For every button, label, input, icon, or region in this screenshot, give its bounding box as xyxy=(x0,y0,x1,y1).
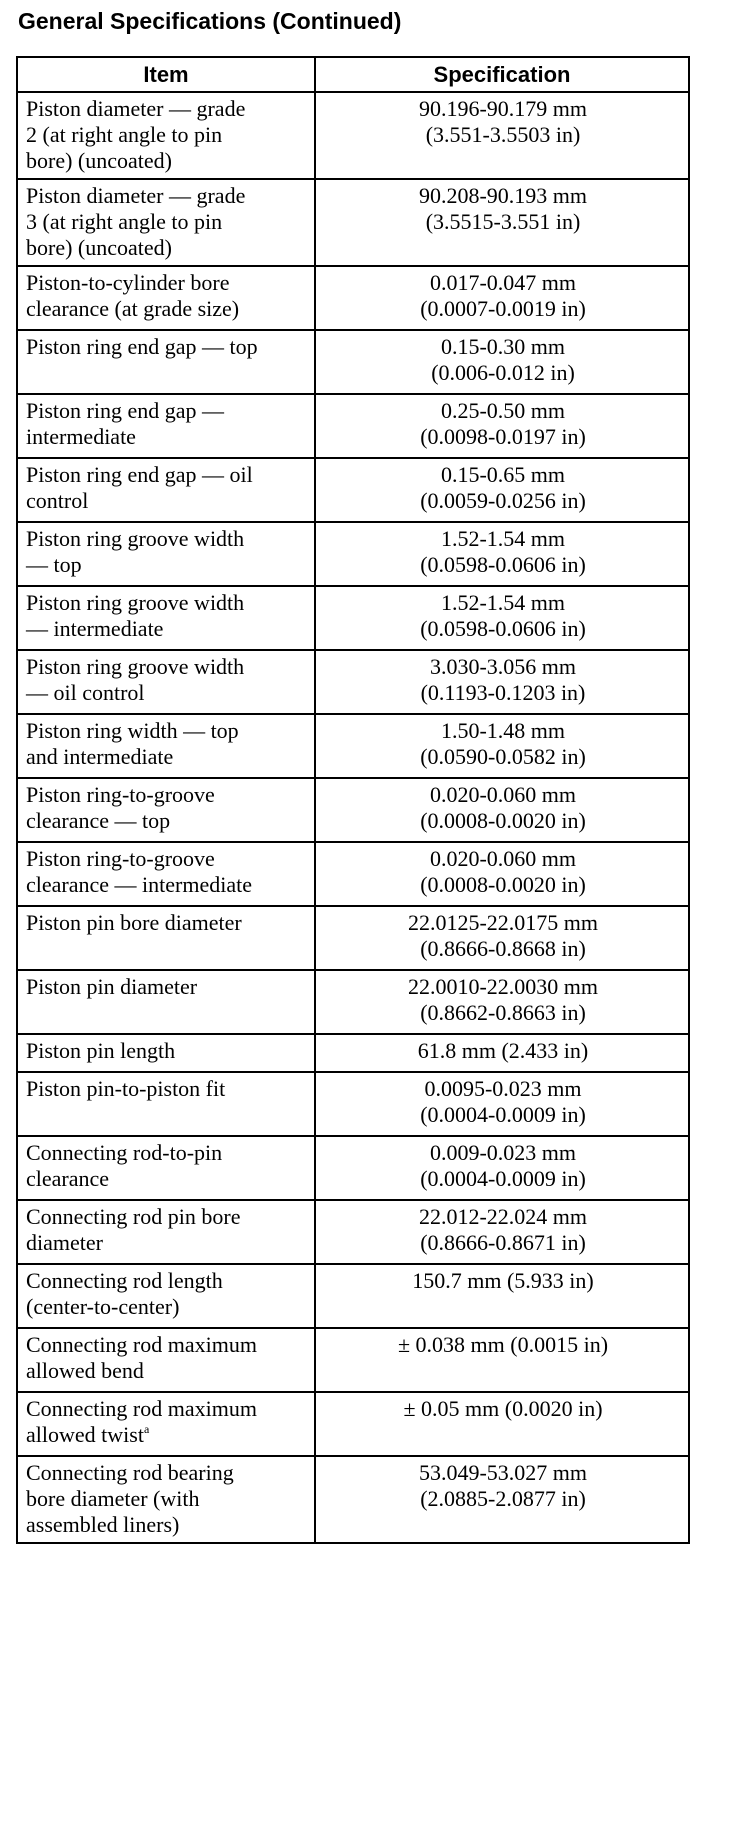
item-text-line: and intermediate xyxy=(26,744,174,769)
specification-cell xyxy=(315,1264,689,1328)
column-header-specification: Specification xyxy=(315,57,689,92)
specification-cell xyxy=(315,1392,689,1456)
specification-text-line: 22.0125-22.0175 mm xyxy=(407,910,599,935)
specification-cell xyxy=(315,586,689,650)
specification-cell xyxy=(315,458,689,522)
item-cell xyxy=(17,266,315,330)
table-row xyxy=(17,179,689,266)
item-cell xyxy=(17,1392,315,1456)
table-row xyxy=(17,458,689,522)
table-row xyxy=(17,522,689,586)
item-text-line: Piston pin diameter xyxy=(26,974,198,999)
specification-text-line: 1.52-1.54 mm xyxy=(440,526,566,551)
specification-text-line: (0.006-0.012 in) xyxy=(431,360,575,385)
table-row xyxy=(17,970,689,1034)
specification-text-line: 0.020-0.060 mm xyxy=(429,846,577,871)
item-text-line: Connecting rod-to-pin xyxy=(26,1140,223,1165)
table-row xyxy=(17,394,689,458)
item-cell xyxy=(17,1456,315,1543)
specification-text-line: (0.8666-0.8668 in) xyxy=(420,936,586,961)
item-text-line: Piston ring-to-groove xyxy=(26,846,215,871)
table-row xyxy=(17,1392,689,1456)
specification-cell xyxy=(315,842,689,906)
specification-text-line: (0.0008-0.0020 in) xyxy=(420,872,586,897)
footnote-marker: a xyxy=(143,1422,150,1436)
item-cell xyxy=(17,330,315,394)
item-text-line: — oil control xyxy=(26,680,145,705)
item-text-line: Piston ring groove width xyxy=(26,526,245,551)
item-cell xyxy=(17,778,315,842)
item-text-line: Piston ring groove width xyxy=(26,590,245,615)
item-text-line: allowed bend xyxy=(26,1358,144,1383)
table-row xyxy=(17,1456,689,1543)
item-cell xyxy=(17,842,315,906)
column-header-item: Item xyxy=(17,57,315,92)
table-row xyxy=(17,650,689,714)
specification-cell xyxy=(315,1456,689,1543)
item-text-line: Piston pin bore diameter xyxy=(26,910,242,935)
item-text-line: 2 (at right angle to pin xyxy=(26,122,223,147)
item-text-line: clearance — top xyxy=(26,808,171,833)
specification-cell xyxy=(315,1072,689,1136)
table-row xyxy=(17,714,689,778)
specification-cell xyxy=(315,1136,689,1200)
specification-text-line: 0.017-0.047 mm xyxy=(429,270,577,295)
specification-cell xyxy=(315,1200,689,1264)
table-row xyxy=(17,92,689,179)
item-text-line: allowed twist xyxy=(26,1422,144,1447)
specification-text-line: (3.551-3.5503 in) xyxy=(425,122,581,147)
specification-text-line: 150.7 mm (5.933 in) xyxy=(412,1268,594,1293)
item-text-line: Piston pin length xyxy=(26,1038,176,1063)
specification-text-line: 53.049-53.027 mm xyxy=(418,1460,588,1485)
table-row xyxy=(17,266,689,330)
specification-text-line: 90.208-90.193 mm xyxy=(418,183,588,208)
specification-cell xyxy=(315,906,689,970)
item-text-line: clearance — intermediate xyxy=(26,872,252,897)
item-text-line: Piston ring end gap — xyxy=(26,398,224,423)
specification-cell xyxy=(315,92,689,179)
specification-text-line: 22.0010-22.0030 mm xyxy=(407,974,599,999)
item-text-line-with-note xyxy=(26,1422,308,1448)
specification-text-line: (2.0885-2.0877 in) xyxy=(420,1486,586,1511)
item-cell xyxy=(17,586,315,650)
specification-text-line: (0.8662-0.8663 in) xyxy=(420,1000,586,1025)
item-cell xyxy=(17,458,315,522)
table-row xyxy=(17,842,689,906)
table-header-row xyxy=(17,57,689,92)
specification-text-line: 61.8 mm (2.433 in) xyxy=(417,1038,589,1063)
item-text-line: Piston diameter — grade xyxy=(26,96,246,121)
item-cell xyxy=(17,1072,315,1136)
item-text-line: Connecting rod maximum xyxy=(26,1396,257,1421)
specification-cell xyxy=(315,394,689,458)
item-text-line: — intermediate xyxy=(26,616,164,641)
item-text-line: 3 (at right angle to pin xyxy=(26,209,223,234)
item-cell xyxy=(17,970,315,1034)
item-text-line: bore) (uncoated) xyxy=(26,235,172,260)
item-cell xyxy=(17,1264,315,1328)
item-text-line: Piston pin-to-piston fit xyxy=(26,1076,226,1101)
specification-text-line: 3.030-3.056 mm xyxy=(429,654,577,679)
item-text-line: bore diameter (with xyxy=(26,1486,200,1511)
table-row xyxy=(17,906,689,970)
specification-text-line: 0.009-0.023 mm xyxy=(429,1140,577,1165)
item-text-line: clearance (at grade size) xyxy=(26,296,240,321)
specification-text-line: 1.50-1.48 mm xyxy=(440,718,566,743)
specification-text-line: (0.0598-0.0606 in) xyxy=(420,552,586,577)
item-cell xyxy=(17,906,315,970)
item-text-line: control xyxy=(26,488,89,513)
specification-text-line: 0.0095-0.023 mm xyxy=(424,1076,582,1101)
item-text-line: Piston-to-cylinder bore xyxy=(26,270,230,295)
specification-text-line: (0.0004-0.0009 in) xyxy=(420,1102,586,1127)
item-text-line: Connecting rod bearing xyxy=(26,1460,234,1485)
specification-cell xyxy=(315,970,689,1034)
table-row xyxy=(17,1264,689,1328)
general-specifications-table xyxy=(16,56,690,1544)
item-text-line: diameter xyxy=(26,1230,103,1255)
item-cell xyxy=(17,394,315,458)
item-text-line: (center-to-center) xyxy=(26,1294,180,1319)
page-title: General Specifications (Continued) xyxy=(18,8,402,34)
specification-text-line: (0.0059-0.0256 in) xyxy=(420,488,586,513)
item-text-line: — top xyxy=(26,552,82,577)
item-text-line: Connecting rod pin bore xyxy=(26,1204,241,1229)
specification-text-line: 0.25-0.50 mm xyxy=(440,398,566,423)
item-cell xyxy=(17,650,315,714)
specification-cell xyxy=(315,714,689,778)
item-text-line: Piston ring end gap — top xyxy=(26,334,258,359)
specification-text-line: ± 0.05 mm (0.0020 in) xyxy=(403,1396,603,1421)
specification-text-line: (0.8666-0.8671 in) xyxy=(420,1230,586,1255)
specification-text-line: (0.0004-0.0009 in) xyxy=(420,1166,586,1191)
item-cell xyxy=(17,179,315,266)
item-text-line: intermediate xyxy=(26,424,136,449)
specification-text-line: (0.1193-0.1203 in) xyxy=(420,680,586,705)
specification-text-line: (0.0598-0.0606 in) xyxy=(420,616,586,641)
specification-cell xyxy=(315,330,689,394)
specification-cell xyxy=(315,778,689,842)
table-row xyxy=(17,1072,689,1136)
specification-text-line: (3.5515-3.551 in) xyxy=(425,209,581,234)
specification-text-line: (0.0007-0.0019 in) xyxy=(420,296,586,321)
specification-text-line: (0.0098-0.0197 in) xyxy=(420,424,586,449)
item-text-line: Piston ring groove width xyxy=(26,654,245,679)
item-cell xyxy=(17,1328,315,1392)
specification-cell xyxy=(315,179,689,266)
item-text-line: Piston diameter — grade xyxy=(26,183,246,208)
item-cell xyxy=(17,1034,315,1072)
table-row xyxy=(17,1200,689,1264)
table-row xyxy=(17,1136,689,1200)
table-body xyxy=(17,92,689,1543)
item-text-line: Piston ring width — top xyxy=(26,718,239,743)
item-text-line: clearance xyxy=(26,1166,110,1191)
item-text-line: Connecting rod length xyxy=(26,1268,223,1293)
table-row xyxy=(17,586,689,650)
item-text-line: Piston ring end gap — oil xyxy=(26,462,253,487)
specification-cell xyxy=(315,1328,689,1392)
item-text-line: assembled liners) xyxy=(26,1512,180,1537)
specification-text-line: 22.012-22.024 mm xyxy=(418,1204,588,1229)
item-cell xyxy=(17,1200,315,1264)
item-text-line: bore) (uncoated) xyxy=(26,148,172,173)
item-text-line: Piston ring-to-groove xyxy=(26,782,215,807)
table-row xyxy=(17,1328,689,1392)
specification-cell xyxy=(315,266,689,330)
specification-cell xyxy=(315,522,689,586)
table-row xyxy=(17,330,689,394)
item-cell xyxy=(17,522,315,586)
specification-text-line: 0.15-0.65 mm xyxy=(440,462,566,487)
specification-text-line: (0.0590-0.0582 in) xyxy=(420,744,586,769)
table-row xyxy=(17,778,689,842)
item-cell xyxy=(17,1136,315,1200)
item-cell xyxy=(17,92,315,179)
table-row xyxy=(17,1034,689,1072)
item-cell xyxy=(17,714,315,778)
specification-cell xyxy=(315,1034,689,1072)
specification-text-line: 0.020-0.060 mm xyxy=(429,782,577,807)
specification-text-line: (0.0008-0.0020 in) xyxy=(420,808,586,833)
specification-cell xyxy=(315,650,689,714)
specification-text-line: ± 0.038 mm (0.0015 in) xyxy=(397,1332,609,1357)
specification-text-line: 90.196-90.179 mm xyxy=(418,96,588,121)
item-text-line: Connecting rod maximum xyxy=(26,1332,257,1357)
specification-text-line: 1.52-1.54 mm xyxy=(440,590,566,615)
specification-text-line: 0.15-0.30 mm xyxy=(440,334,566,359)
